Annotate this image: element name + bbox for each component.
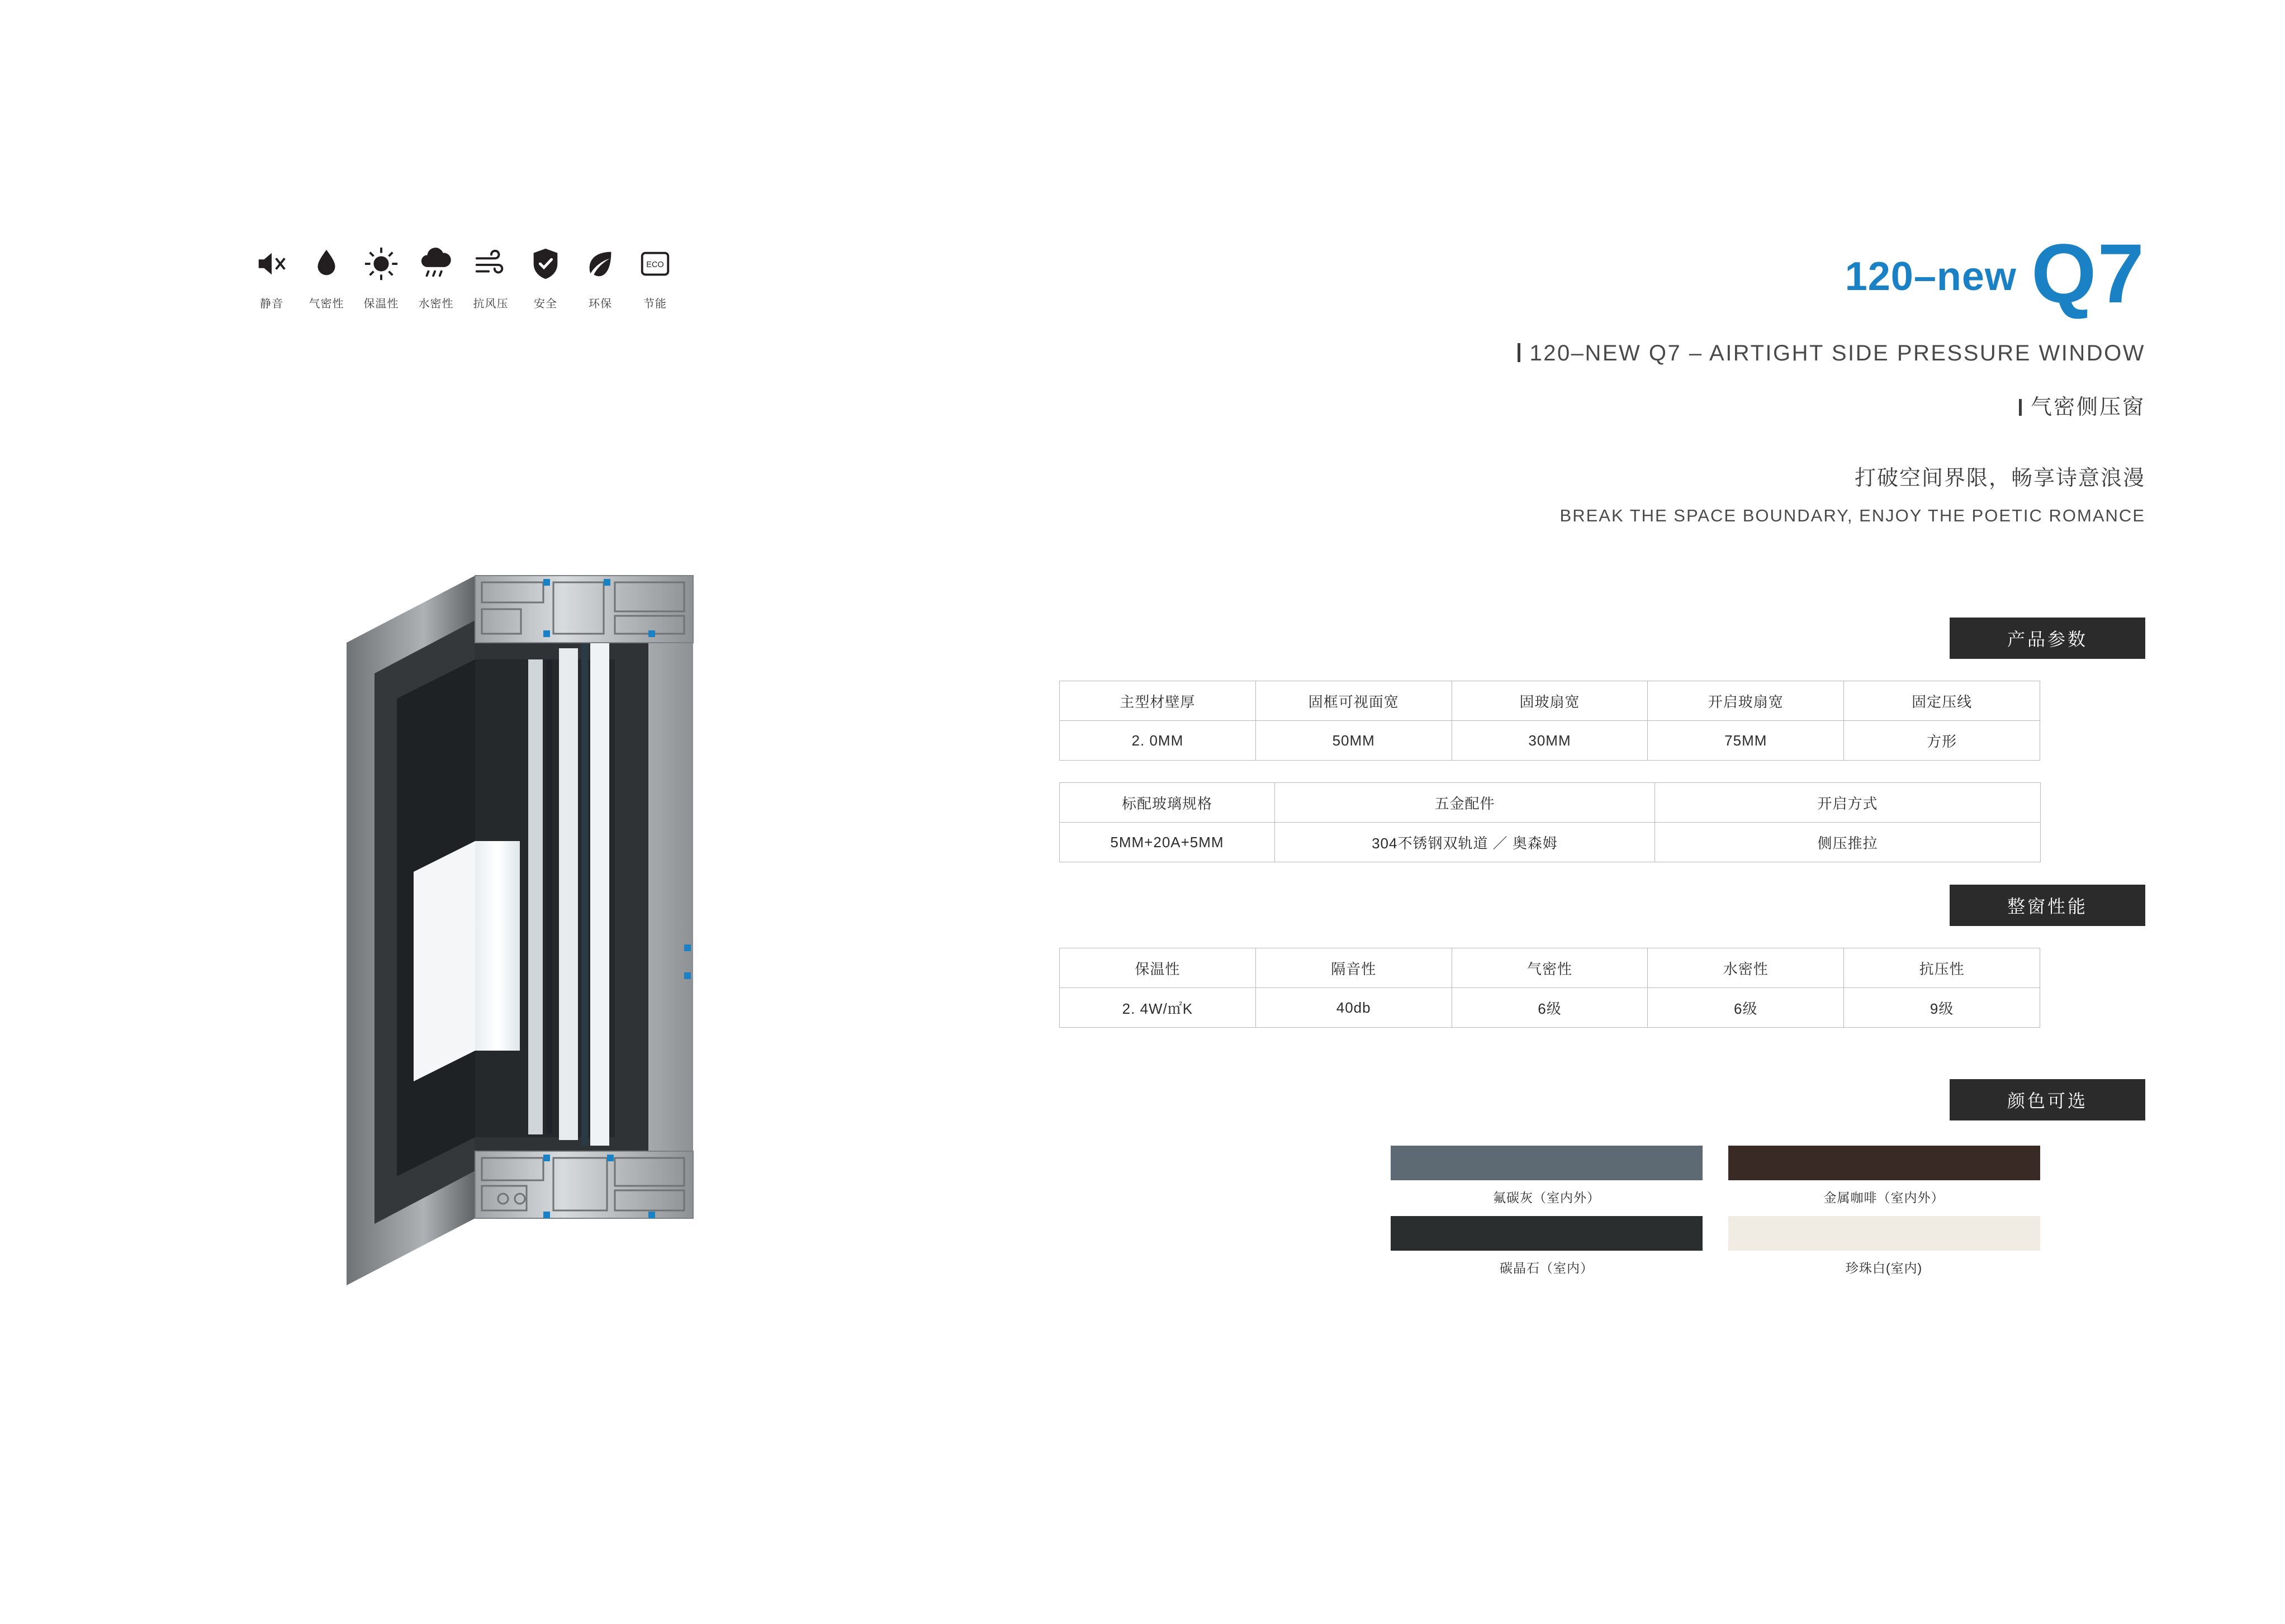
table-header-cell: 隔音性 xyxy=(1255,948,1452,988)
feature-icon-strip xyxy=(244,243,682,311)
feature-label: 节能 xyxy=(643,298,667,310)
subtitle-cn-wrap xyxy=(1195,390,2145,420)
table-value-cell: 2. 4W/㎡K xyxy=(1060,988,1256,1028)
product-params-table xyxy=(1059,681,2040,761)
section-tag-window-performance: 整窗性能 xyxy=(1950,885,2145,926)
table-row-headers xyxy=(1060,681,2040,721)
color-swatch-item[interactable] xyxy=(1728,1146,2040,1206)
color-swatch xyxy=(1391,1216,1703,1251)
feature-label: 抗风压 xyxy=(473,298,509,310)
table-value-cell: 30MM xyxy=(1452,721,1648,761)
table-header-cell: 固定压线 xyxy=(1844,681,2040,721)
color-swatch-label: 金属咖啡（室内外） xyxy=(1823,1190,1945,1205)
table-header-cell: 水密性 xyxy=(1648,948,1844,988)
slogan-en: BREAK THE SPACE BOUNDARY, ENJOY THE POETIC ROMANCE xyxy=(1559,506,2145,525)
color-swatch-item[interactable] xyxy=(1391,1216,1703,1276)
feature-label: 保温性 xyxy=(363,298,399,310)
section-tag-color-options: 颜色可选 xyxy=(1950,1079,2145,1120)
color-swatch-item[interactable] xyxy=(1391,1146,1703,1206)
subtitle-en-wrap xyxy=(1195,341,2145,366)
table-header-cell: 固框可视面宽 xyxy=(1255,681,1452,721)
model-prefix: 120–new xyxy=(1845,254,2017,299)
subtitle-cn: 气密侧压窗 xyxy=(2030,396,2145,419)
table-value-cell: 9级 xyxy=(1844,988,2040,1028)
feature-label: 安全 xyxy=(534,298,557,310)
table-value-cell: 304不锈钢双轨道 ／ 奥森姆 xyxy=(1275,823,1655,862)
subtitle-en: 120–NEW Q7 – AIRTIGHT SIDE PRESSURE WINDOW xyxy=(1529,341,2145,365)
feature-item-airtight xyxy=(299,243,354,311)
table-header-cell: 保温性 xyxy=(1060,948,1256,988)
section-tag-product-params: 产品参数 xyxy=(1950,618,2145,659)
table-value-cell: 5MM+20A+5MM xyxy=(1060,823,1275,862)
eco-icon xyxy=(580,243,621,284)
table-value-cell: 2. 0MM xyxy=(1060,721,1256,761)
table-value-cell: 6级 xyxy=(1648,988,1844,1028)
table-header-cell: 气密性 xyxy=(1452,948,1648,988)
color-swatch xyxy=(1728,1146,2040,1180)
model-code: Q7 xyxy=(2031,226,2145,320)
feature-label: 静音 xyxy=(260,298,283,310)
table-header-cell: 标配玻璃规格 xyxy=(1060,783,1275,823)
table-header-cell: 固玻扇宽 xyxy=(1452,681,1648,721)
feature-item-windload xyxy=(463,243,518,311)
color-swatch-label: 氟碳灰（室内外） xyxy=(1493,1190,1600,1205)
feature-label: 气密性 xyxy=(309,298,344,310)
table-row-headers xyxy=(1060,948,2040,988)
feature-label: 水密性 xyxy=(418,298,454,310)
table-row-values xyxy=(1060,988,2040,1028)
windload-icon xyxy=(470,243,511,284)
slogan-cn: 打破空间界限，畅享诗意浪漫 xyxy=(1854,467,2145,490)
table-value-cell: 6级 xyxy=(1452,988,1648,1028)
color-swatch-label: 珍珠白(室内) xyxy=(1845,1261,1923,1275)
table-row-values xyxy=(1060,721,2040,761)
color-swatch xyxy=(1728,1216,2040,1251)
color-options-grid xyxy=(1391,1146,2040,1276)
title-block xyxy=(1195,226,2145,526)
table-value-cell: 方形 xyxy=(1844,721,2040,761)
glass-hardware-table xyxy=(1059,782,2041,862)
color-swatch-item[interactable] xyxy=(1728,1216,2040,1276)
table-value-cell: 75MM xyxy=(1648,721,1844,761)
feature-label: 环保 xyxy=(589,298,612,310)
table-row-values xyxy=(1060,823,2041,862)
svg-text:ECO: ECO xyxy=(646,260,664,269)
window-performance-table xyxy=(1059,948,2040,1028)
feature-item-watertight xyxy=(409,243,463,311)
safety-icon xyxy=(525,243,566,284)
table-value-cell: 50MM xyxy=(1255,721,1452,761)
airtight-icon xyxy=(306,243,347,284)
feature-item-insulation xyxy=(354,243,409,311)
table-header-cell: 五金配件 xyxy=(1275,783,1655,823)
table-header-cell: 抗压性 xyxy=(1844,948,2040,988)
color-swatch xyxy=(1391,1146,1703,1180)
table-row-headers xyxy=(1060,783,2041,823)
product-profile-image xyxy=(335,559,727,1341)
feature-item-safety xyxy=(518,243,573,311)
table-header-cell: 开启玻扇宽 xyxy=(1648,681,1844,721)
bar-mark-icon xyxy=(1518,343,1520,362)
energy-icon xyxy=(634,243,676,284)
insulation-icon xyxy=(361,243,402,284)
table-value-cell: 40db xyxy=(1255,988,1452,1028)
table-header-cell: 开启方式 xyxy=(1655,783,2041,823)
model-line xyxy=(1195,226,2145,320)
mute-icon xyxy=(251,243,292,284)
watertight-icon xyxy=(415,243,457,284)
table-value-cell: 侧压推拉 xyxy=(1655,823,2041,862)
color-swatch-label: 碳晶石（室内） xyxy=(1500,1261,1594,1275)
feature-item-eco xyxy=(573,243,628,311)
feature-item-mute xyxy=(244,243,299,311)
bar-mark-icon xyxy=(2019,399,2022,416)
table-header-cell: 主型材壁厚 xyxy=(1060,681,1256,721)
feature-item-energy xyxy=(628,243,682,311)
